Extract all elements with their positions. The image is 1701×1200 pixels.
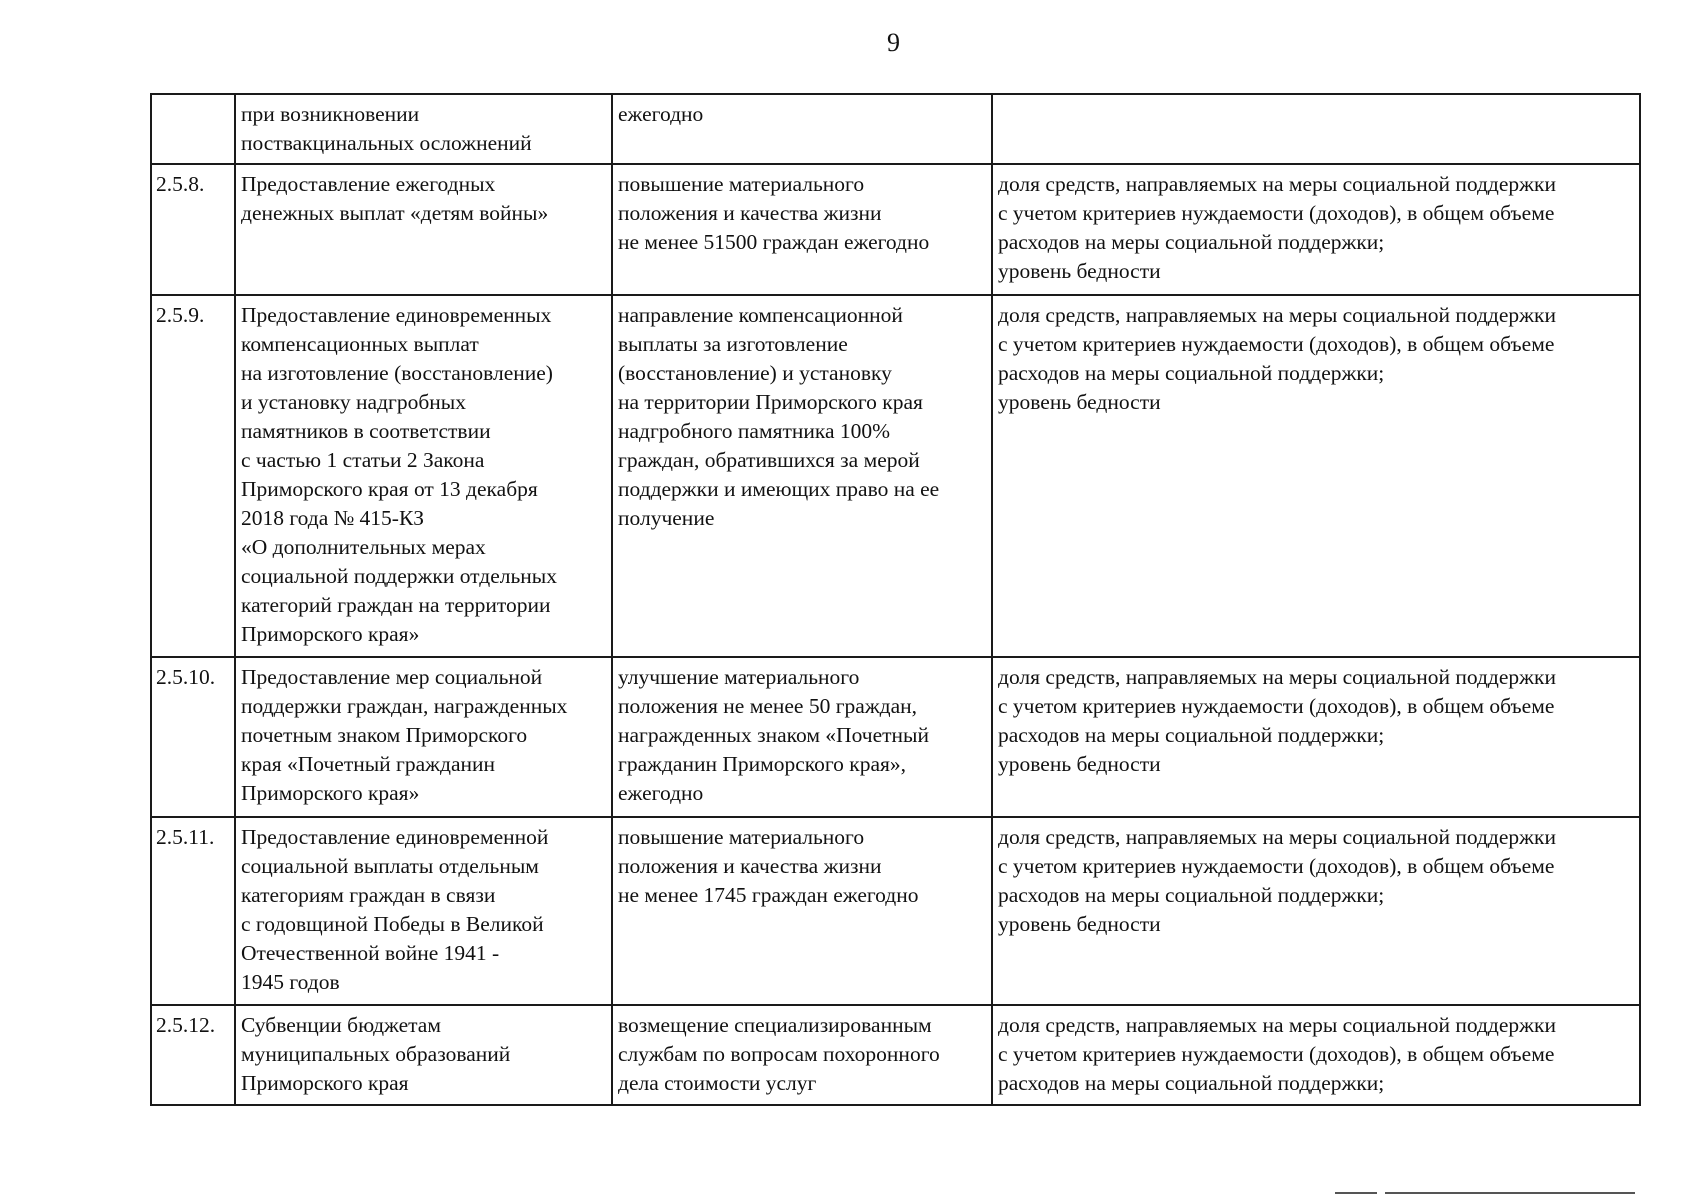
row-number-cell: 2.5.12. — [151, 1005, 235, 1105]
footer-scan-marks — [1335, 1192, 1635, 1194]
page-number: 9 — [887, 28, 900, 57]
table-row — [151, 657, 1640, 817]
row-number-cell — [151, 94, 235, 164]
measures-table — [150, 93, 1641, 1106]
table-row — [151, 94, 1640, 164]
table-row — [151, 1005, 1640, 1105]
footer-dash-short — [1335, 1192, 1377, 1194]
row-number-cell: 2.5.9. — [151, 295, 235, 657]
result-cell: повышение материального положения и качества жизни не менее 1745 граждан ежегодно — [612, 817, 992, 1005]
row-number-cell: 2.5.11. — [151, 817, 235, 1005]
result-cell: повышение материального положения и качества жизни не менее 51500 граждан ежегодно — [612, 164, 992, 295]
row-number-cell: 2.5.10. — [151, 657, 235, 817]
table-row — [151, 295, 1640, 657]
indicator-cell: доля средств, направляемых на меры социальной поддержки с учетом критериев нуждаемости (доходов), в общем объеме расходов на меры социальной поддержки; — [992, 1005, 1640, 1105]
indicator-cell — [992, 94, 1640, 164]
event-cell: Субвенции бюджетам муниципальных образований Приморского края — [235, 1005, 612, 1105]
indicator-cell: доля средств, направляемых на меры социальной поддержки с учетом критериев нуждаемости (доходов), в общем объеме расходов на меры социальной поддержки; уровень бедности — [992, 817, 1640, 1005]
event-cell: Предоставление единовременных компенсационных выплат на изготовление (восстановление) и установку надгробных памятников в соответствии с частью 1 статьи 2 Закона Приморского края от 13 декабря 2018 года № 415-КЗ «О дополнительных мерах социальной поддержки отдельных категорий граждан на территории Приморского края» — [235, 295, 612, 657]
table-row — [151, 164, 1640, 295]
result-cell: улучшение материального положения не менее 50 граждан, награжденных знаком «Почетный гражданин Приморского края», ежегодно — [612, 657, 992, 817]
indicator-cell: доля средств, направляемых на меры социальной поддержки с учетом критериев нуждаемости (доходов), в общем объеме расходов на меры социальной поддержки; уровень бедности — [992, 295, 1640, 657]
footer-dash-long — [1385, 1192, 1635, 1194]
row-number-cell: 2.5.8. — [151, 164, 235, 295]
event-cell: при возникновении поствакцинальных осложнений — [235, 94, 612, 164]
indicator-cell: доля средств, направляемых на меры социальной поддержки с учетом критериев нуждаемости (доходов), в общем объеме расходов на меры социальной поддержки; уровень бедности — [992, 657, 1640, 817]
table-row — [151, 817, 1640, 1005]
event-cell: Предоставление мер социальной поддержки граждан, награжденных почетным знаком Приморского края «Почетный гражданин Приморского края» — [235, 657, 612, 817]
event-cell: Предоставление ежегодных денежных выплат «детям войны» — [235, 164, 612, 295]
measures-table-container — [150, 93, 1639, 1106]
result-cell: возмещение специализированным службам по вопросам похоронного дела стоимости услуг — [612, 1005, 992, 1105]
result-cell: направление компенсационной выплаты за изготовление (восстановление) и установку на территории Приморского края надгробного памятника 100% граждан, обратившихся за мерой поддержки и имеющих право на ее получение — [612, 295, 992, 657]
result-cell: ежегодно — [612, 94, 992, 164]
event-cell: Предоставление единовременной социальной выплаты отдельным категориям граждан в связи с годовщиной Победы в Великой Отечественной войне 1941 - 1945 годов — [235, 817, 612, 1005]
indicator-cell: доля средств, направляемых на меры социальной поддержки с учетом критериев нуждаемости (доходов), в общем объеме расходов на меры социальной поддержки; уровень бедности — [992, 164, 1640, 295]
